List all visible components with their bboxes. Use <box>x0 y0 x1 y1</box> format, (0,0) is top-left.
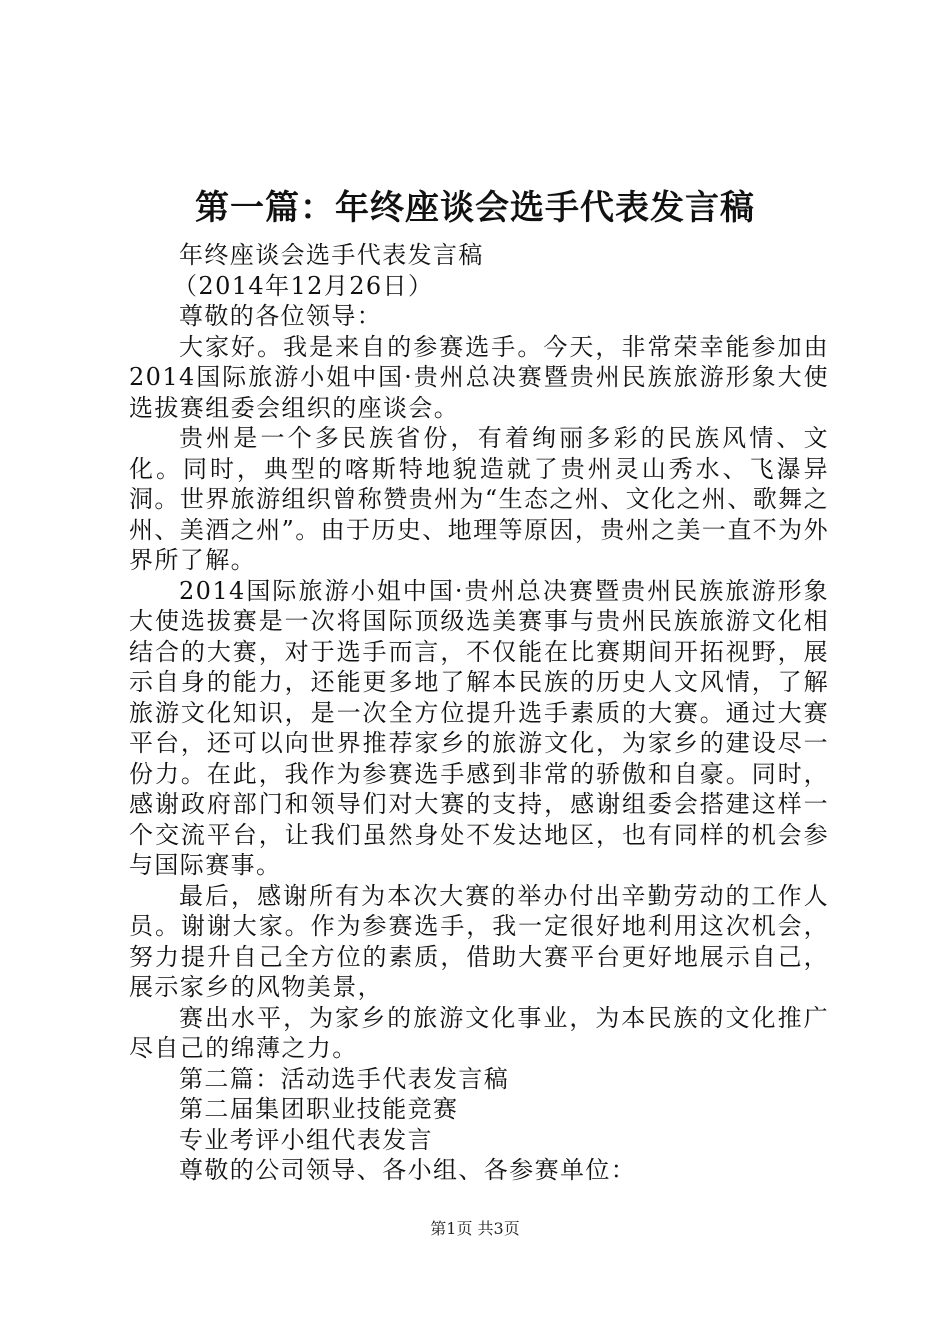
paragraph: 赛出水平，为家乡的旅游文化事业，为本民族的文化推广尽自己的绵薄之力。 <box>129 1003 829 1062</box>
document-body <box>129 240 829 1186</box>
paragraph: 最后，感谢所有为本次大赛的举办付出辛勤劳动的工作人员。谢谢大家。作为参赛选手，我一定很好地利用这次机会，努力提升自己全方位的素质，借助大赛平台更好地展示自己，展示家乡的风物美景， <box>129 881 829 1001</box>
paragraph: 第二篇：活动选手代表发言稿 <box>179 1064 510 1093</box>
paragraph: 贵州是一个多民族省份，有着绚丽多彩的民族风情、文化。同时，典型的喀斯特地貌造就了贵州灵山秀水、飞瀑异洞。世界旅游组织曾称赞贵州为“生态之州、文化之州、歌舞之州、美酒之州”。由于历史、地理等原因，贵州之美一直不为外界所了解。 <box>129 424 829 574</box>
page-footer: 第1页 共3页 <box>430 1219 520 1238</box>
paragraph: 年终座谈会选手代表发言稿 <box>179 241 484 269</box>
paragraph: 尊敬的公司领导、各小组、各参赛单位： <box>179 1156 637 1184</box>
paragraph: 第二届集团职业技能竞赛 <box>179 1095 459 1123</box>
paragraph: 2014国际旅游小姐中国·贵州总决赛暨贵州民族旅游形象大使选拔赛是一次将国际顶级选美赛事与贵州民族旅游文化相结合的大赛，对于选手而言，不仅能在比赛期间开拓视野，展示自身的能力，还能更多地了解本民族的历史人文风情，了解旅游文化知识，是一次全方位提升选手素质的大赛。通过大赛平台，还可以向世界推荐家乡的旅游文化，为家乡的建设尽一份力。在此，我作为参赛选手感到非常的骄傲和自豪。同时，感谢政府部门和领导们对大赛的支持，感谢组委会搭建这样一个交流平台，让我们虽然身处不发达地区，也有同样的机会参与国际赛事。 <box>129 576 829 879</box>
paragraph: （2014年12月26日） <box>173 271 434 300</box>
paragraph: 专业考评小组代表发言 <box>179 1125 433 1154</box>
paragraph: 大家好。我是来自的参赛选手。今天，非常荣幸能参加由2014国际旅游小姐中国·贵州总决赛暨贵州民族旅游形象大使选拔赛组委会组织的座谈会。 <box>129 332 829 422</box>
document-title: 第一篇：年终座谈会选手代表发言稿 <box>195 188 755 228</box>
paragraph: 尊敬的各位领导： <box>179 302 383 330</box>
